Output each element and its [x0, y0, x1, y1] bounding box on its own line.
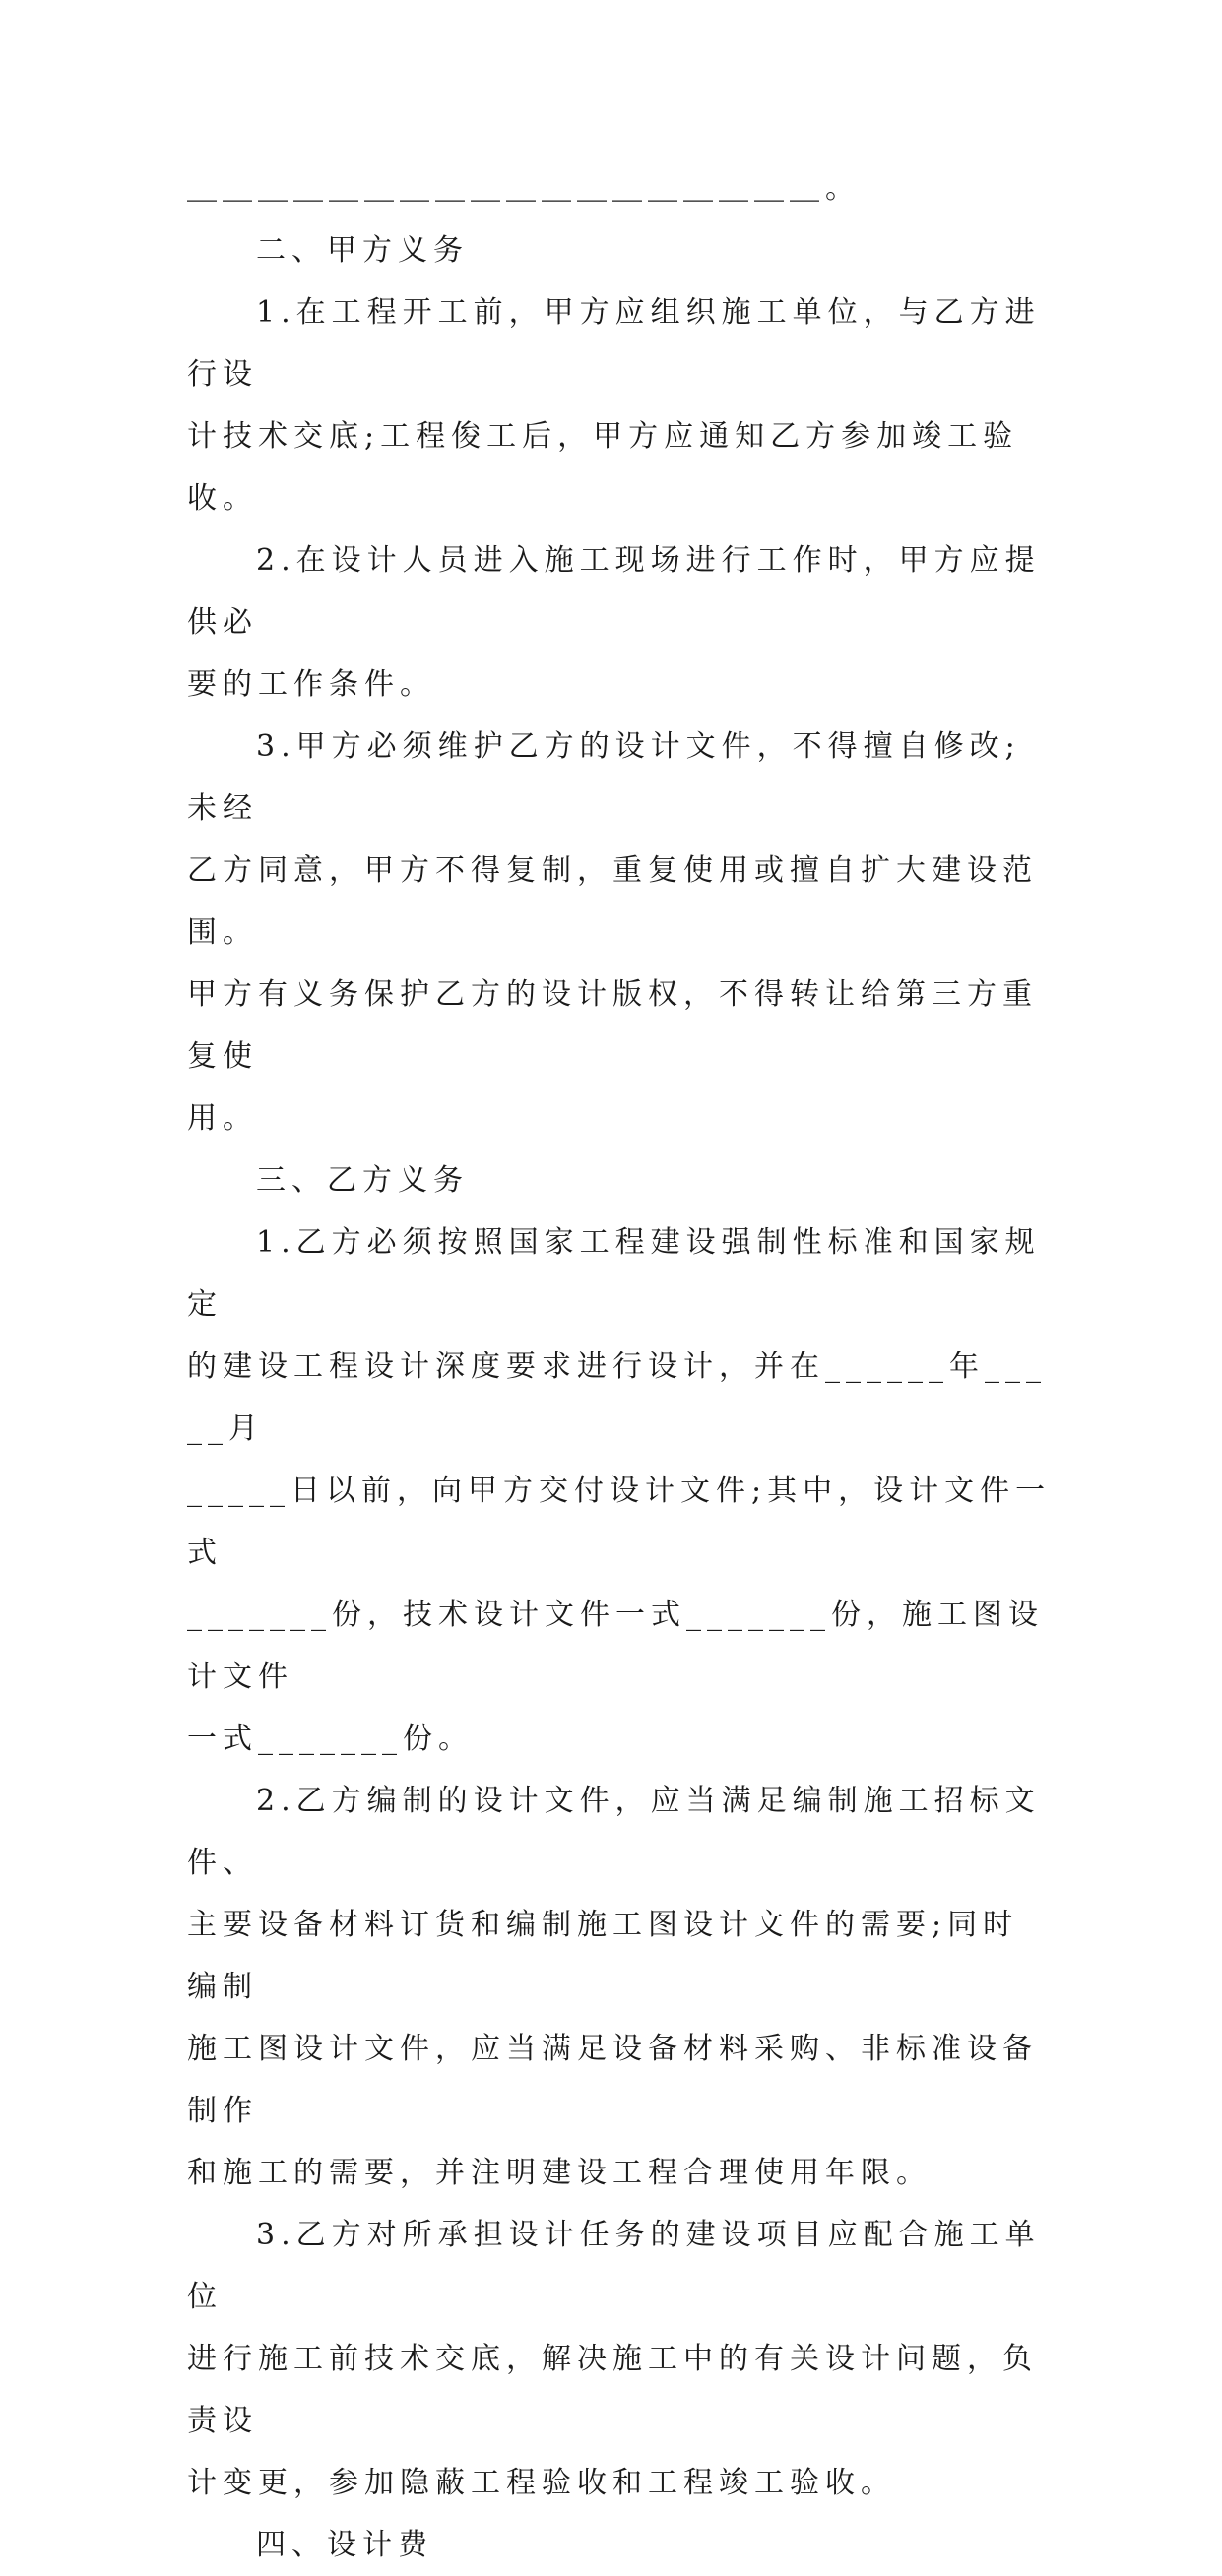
- text-line: 要的工作条件。: [187, 667, 435, 702]
- text-line: 主要设备材料订货和编制施工图设计文件的需要;同时编制: [187, 1908, 1019, 2004]
- section-heading: 四、设计费: [256, 2528, 433, 2562]
- text-line: 施工图设计文件，应当满足设备材料采购、非标准设备制作: [187, 2032, 1038, 2128]
- text-line: _______份，技术设计文件一式_______份，施工图设计文件: [187, 1598, 1044, 1694]
- section-heading: 二、甲方义务: [256, 233, 469, 268]
- text-line: 进行施工前技术交底，解决施工中的有关设计问题，负责设: [187, 2342, 1038, 2438]
- section-heading: 三、乙方义务: [256, 1163, 469, 1198]
- text-line: 计变更，参加隐蔽工程验收和工程竣工验收。: [187, 2466, 896, 2500]
- text-line: 3.甲方必须维护乙方的设计文件，不得擅自修改;未经: [187, 729, 1021, 826]
- text-line: 2.乙方编制的设计文件，应当满足编制施工招标文件、: [187, 1784, 1041, 1880]
- text-line: 计技术交底;工程俊工后，甲方应通知乙方参加竣工验收。: [187, 419, 1019, 516]
- text-line: 1.乙方必须按照国家工程建设强制性标准和国家规定: [187, 1225, 1041, 1322]
- text-line: 的建设工程设计深度要求进行设计，并在______年_____月: [187, 1350, 1047, 1446]
- text-line: 甲方有义务保护乙方的设计版权，不得转让给第三方重复使: [187, 977, 1038, 1074]
- text-line: 2.在设计人员进入施工现场进行工作时，甲方应提供必: [187, 543, 1041, 640]
- text-line: 3.乙方对所承担设计任务的建设项目应配合施工单位: [187, 2218, 1041, 2314]
- text-line: 和施工的需要，并注明建设工程合理使用年限。: [187, 2156, 932, 2190]
- text-line: ＿＿＿＿＿＿＿＿＿＿＿＿＿＿＿＿＿＿。: [187, 171, 861, 206]
- text-line: 用。: [187, 1101, 258, 1136]
- document-page: [187, 157, 1054, 2576]
- text-line: 1.在工程开工前，甲方应组织施工单位，与乙方进行设: [187, 295, 1041, 392]
- text-line: 一式_______份。: [187, 1722, 474, 1756]
- text-line: 乙方同意，甲方不得复制，重复使用或擅自扩大建设范围。: [187, 853, 1038, 950]
- text-line: _____日以前，向甲方交付设计文件;其中，设计文件一式: [187, 1474, 1052, 1570]
